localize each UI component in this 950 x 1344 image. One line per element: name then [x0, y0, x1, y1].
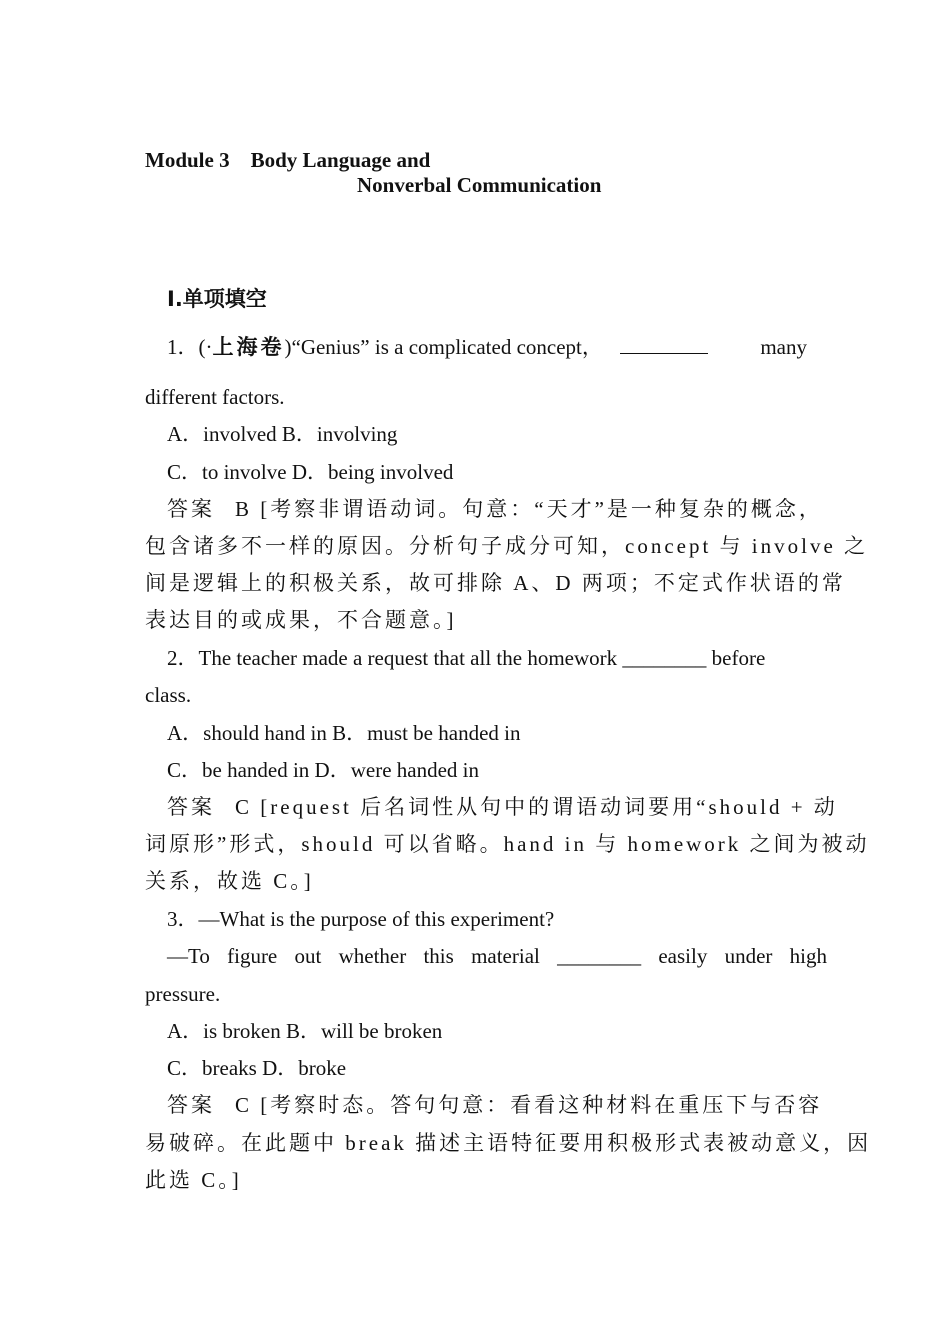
module-title-line1: Module 3 Body Language and [145, 148, 431, 172]
question-2-answer-line3: 关系，故选 C。] [145, 869, 314, 893]
question-2-answer-line1: 答案 C [request 后名词性从句中的谓语动词要用“should + 动 [167, 795, 838, 819]
question-1-answer-label: 答案 [167, 497, 215, 521]
question-1-options-cd: C．to involve D．being involved [167, 460, 454, 484]
question-2-stem: 2．The teacher made a request that all the homework ________ before [167, 646, 766, 670]
question-1-answer-line1: 答案 B [考察非谓语动词。句意：“天才”是一种复杂的概念， [167, 497, 823, 521]
question-1-options-ab: A．involved B．involving [167, 422, 398, 446]
question-3-answer-line3: 此选 C。] [145, 1168, 242, 1192]
question-3-options-ab: A．is broken B．will be broken [167, 1019, 443, 1043]
question-1-stem-text: )“Genius” is a complicated concept， [284, 335, 603, 359]
question-3-options-cd: C．breaks D．broke [167, 1056, 347, 1080]
question-2-answer-line2: 词原形”形式，should 可以省略。hand in 与 homework 之间为被动 [145, 832, 870, 856]
question-3-answer-line2: 易破碎。在此题中 break 描述主语特征要用积极形式表被动意义，因 [145, 1131, 872, 1155]
question-1-blank [620, 335, 708, 354]
question-1-answer-line2: 包含诸多不一样的原因。分析句子成分可知，concept 与 involve 之 [145, 534, 869, 558]
question-2-options-ab: A．should hand in B．must be handed in [167, 721, 521, 745]
question-1-number: 1．(· [167, 335, 213, 359]
question-2-answer-label: 答案 [167, 795, 215, 819]
question-3-stem: 3．—What is the purpose of this experiment? [167, 907, 555, 931]
question-3-stem-line2: —To figure out whether this material ________ easily under high [167, 944, 827, 968]
question-3-stem-cont: pressure. [145, 982, 221, 1006]
question-2-stem-cont: class. [145, 683, 192, 707]
section-heading: Ⅰ.单项填空 [167, 287, 267, 311]
question-1-stem [167, 333, 807, 361]
module-title-line2: Nonverbal Communication [357, 173, 602, 197]
question-2-options-cd: C．be handed in D．were handed in [167, 758, 479, 782]
question-1-answer-line3: 间是逻辑上的积极关系，故可排除 A、D 两项；不定式作状语的常 [145, 571, 846, 595]
question-1-answer-line4: 表达目的或成果，不合题意。] [145, 608, 457, 632]
question-3-answer-label: 答案 [167, 1093, 215, 1117]
question-1-stem-cont: different factors. [145, 385, 285, 409]
question-1-stem-tail: many [760, 335, 807, 359]
question-3-answer-line1: 答案 C [考察时态。答句句意：看看这种材料在重压下与否容 [167, 1093, 823, 1117]
question-1-source: 上海卷 [212, 335, 285, 359]
